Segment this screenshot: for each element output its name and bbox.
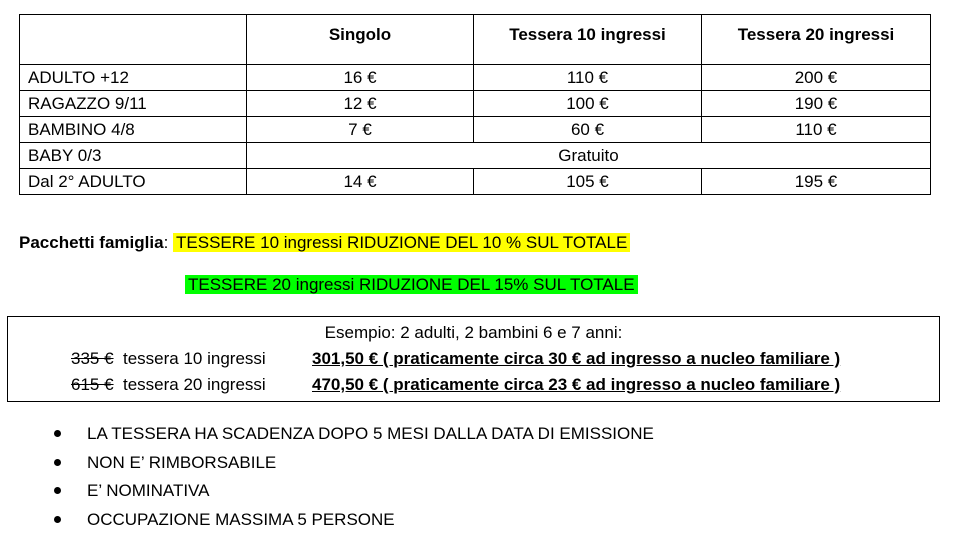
table-row [20, 169, 931, 195]
table-header-row [20, 15, 931, 65]
price-singolo: 14 € [247, 169, 474, 195]
table-row [20, 91, 931, 117]
price-free-merged: Gratuito [247, 143, 931, 169]
offer-20-highlight: TESSERE 20 ingressi RIDUZIONE DEL 15% SUL TOTALE [185, 275, 638, 294]
note-text: E’ NOMINATIVA [87, 481, 210, 500]
price-singolo: 16 € [247, 65, 474, 91]
price-tessera-20: 190 € [702, 91, 931, 117]
list-item [52, 478, 654, 507]
example-box [7, 316, 940, 402]
note-text: OCCUPAZIONE MASSIMA 5 PERSONE [87, 509, 395, 529]
family-packages-second [185, 272, 638, 297]
note-text: LA TESSERA HA SCADENZA DOPO 5 MESI DALLA DATA DI EMISSIONE [87, 424, 654, 443]
old-price-20: 615 € [71, 375, 114, 394]
price-singolo: 12 € [247, 91, 474, 117]
example-title: Esempio: 2 adulti, 2 bambini 6 e 7 anni: [324, 323, 623, 342]
header-tessera-20: Tessera 20 ingressi [702, 15, 931, 65]
packages-label: Pacchetti famiglia [19, 233, 164, 252]
price-tessera-20: 195 € [702, 169, 931, 195]
family-packages [19, 230, 630, 255]
row-category: BABY 0/3 [20, 143, 247, 169]
header-empty [20, 15, 247, 65]
offer-10-highlight: TESSERE 10 ingressi RIDUZIONE DEL 10 % SUL TOTALE [173, 233, 630, 252]
bullet-icon [54, 516, 61, 523]
price-tessera-10: 60 € [474, 117, 702, 143]
list-item [52, 450, 654, 479]
table-row [20, 117, 931, 143]
note-text: NON E’ RIMBORSABILE [87, 452, 277, 472]
list-item [52, 507, 654, 536]
bullet-icon [54, 459, 61, 466]
price-tessera-10: 110 € [474, 65, 702, 91]
header-tessera-10: Tessera 10 ingressi [474, 15, 702, 65]
packages-colon: : [163, 233, 169, 252]
row-category: RAGAZZO 9/11 [20, 91, 247, 117]
price-singolo: 7 € [247, 117, 474, 143]
price-tessera-10: 100 € [474, 91, 702, 117]
bullet-icon [54, 430, 61, 437]
list-item [52, 421, 654, 450]
row-category: Dal 2° ADULTO [20, 169, 247, 195]
label-20: tessera 20 ingressi [123, 375, 266, 394]
price-table [19, 14, 931, 195]
header-singolo: Singolo [247, 15, 474, 65]
bullet-icon [54, 487, 61, 494]
old-price-10: 335 € [71, 349, 114, 368]
price-tessera-20: 110 € [702, 117, 931, 143]
price-tessera-10: 105 € [474, 169, 702, 195]
result-10: 301,50 € ( praticamente circa 30 € ad ingresso a nucleo familiare ) [312, 349, 841, 368]
row-category: BAMBINO 4/8 [20, 117, 247, 143]
table-row [20, 65, 931, 91]
table-row [20, 143, 931, 169]
label-10: tessera 10 ingressi [123, 349, 266, 368]
notes-list [52, 421, 654, 535]
row-category: ADULTO +12 [20, 65, 247, 91]
price-tessera-20: 200 € [702, 65, 931, 91]
result-20: 470,50 € ( praticamente circa 23 € ad ingresso a nucleo familiare ) [312, 375, 841, 394]
